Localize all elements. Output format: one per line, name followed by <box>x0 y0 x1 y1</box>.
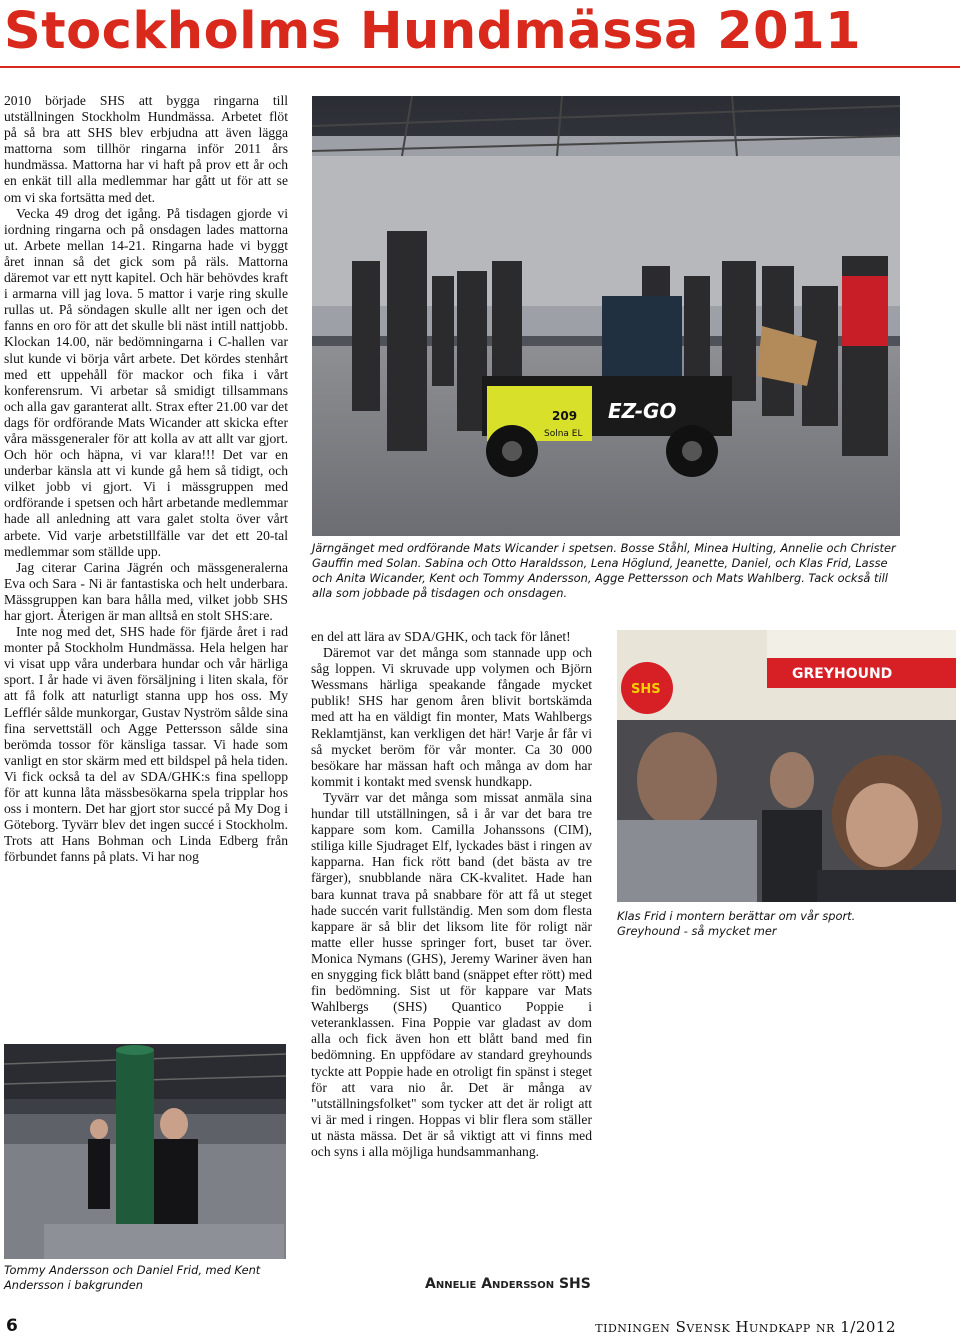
author-signature: Annelie Andersson SHS <box>425 1276 591 1292</box>
article-column-2 <box>311 629 592 1279</box>
paragraph-show-results: Tyvärr var det många som missat anmäla sina hundar till utställningen, så i år var det bara tre kappare som kom. Camilla Johanssons (CIM), stiliga kille Sjudraget Elf, lyckades bäst i ringen av kapparna. Han fick rött band (det bästa av tre färger), snubblande nära CK-kvalitet. Hade han bara kunnat trava på snabbare för att få ut steget hade succén varit fullständig. Men som dom flesta kappare är så blir det liksom lite för roligt när matte eller husse springer fort, buset tar över. Monica Nymans (GHS), Jeremy Wariner även han en snygging fick blått band (snäppet efter rött) med fin bedömning. Sist ut för kappare var Mats Wahlbergs (SHS) Quantico Poppie i veteranklassen. Fina Poppie var gladast av dom alla och fick även hon ett blått band med fin bedömning. En uppfödare av standard greyhounds tyckte att Poppie hade en otroligt fin spänst i steget för att vara nio år. Det är många av "utställningsfolket" som tycker att det är roligt att vi är med i ringen. Hoppas vi blir flera som ställer ut nästa mässa. Det är så viktigt att vi finns med och syns i alla möjliga hundsammanhang. <box>311 789 592 1159</box>
page-number: 6 <box>6 1316 18 1336</box>
mat-photo <box>4 1044 286 1259</box>
paragraph-booth: Inte nog med det, SHS hade för fjärde året i rad monter på Stockholm Hundmässa. Hela helgen har vi visat upp våra underbara hundar och vår härliga sport. I år hade vi även försäljning i liten skala, för att få folk att naturligt stanna upp hos oss. My Lefflér sålde munkorgar, Gustav Nyström sålde sina fina servettställ och Agge Pettersson sålde sina berömda tossor för känsliga tassar. Vi hade som vanligt en stor skärm med ett bildspel på hela tiden. Vi fick också ta del av SDA/GHK:s fina spellopp för att kunna låta mässbesökarna spela tripplar hos oss i montern. Det har gjort stor succé på My Dog i Göteborg. Tyvärr blev det ingen succé i Stockholm. Trots att Hans Bohman och Linda Edberg från förbundet fanns på plats. Vi har nog <box>4 624 288 865</box>
paragraph-intro: 2010 började SHS att bygga ringarna till utställningen Stockholm Hundmässa. Arbetet flöt på så bra att SHS blev erbjudna att även lägga mattorna som tillhör ringarna inför 2011 års hundmässa. Mattorna har vi haft på prov ett år och en enkät till alla medlemmar har gått ut för att se om vi ska fortsätta med det. <box>4 93 288 205</box>
footer-publication: tidningen Svensk Hundkapp nr 1/2012 <box>595 1318 896 1336</box>
caption-booth-photo: Klas Frid i montern berättar om vår sport. Greyhound - så mycket mer <box>617 909 856 938</box>
booth-photo-image <box>617 630 956 902</box>
booth-banner: GREYHOUND <box>792 666 893 682</box>
mat-photo-image <box>4 1044 286 1259</box>
cart-number: 209 <box>552 409 578 423</box>
booth-photo <box>617 630 956 902</box>
booth-logo: SHS <box>631 682 661 697</box>
caption-group-photo: Järngänget med ordförande Mats Wicander i spetsen. Bosse Ståhl, Minea Hulting, Annelie och Christer Gauffin med Solan. Sabina och Otto Haraldsson, Lena Höglund, Jeanette, Daniel, och Klas Frid, Lasse och Anita Wicander, Kent och Tommy Andersson, Agge Pettersson och Mats Wahlberg. Tack också till alla som jobbade på tisdagen och onsdagen. <box>312 541 896 600</box>
cart-brand: EZ-GO <box>608 399 677 423</box>
paragraph-quote: Jag citerar Carina Jägrén och mässgeneralerna Eva och Sara - Ni är fantastiska och helt underbara. Mässgruppen kan bara hålla med, vilket jobb SHS har gjort. Återigen är man alltså en stolt SHS:are. <box>4 559 288 623</box>
title-rule <box>0 66 960 68</box>
group-photo <box>312 96 900 536</box>
page-title: Stockholms Hundmässa 2011 <box>4 2 862 61</box>
caption-mat-photo: Tommy Andersson och Daniel Frid, med Kent Andersson i bakgrunden <box>4 1263 261 1292</box>
article-column-1 <box>4 93 288 1023</box>
paragraph-thanks: en del att lära av SDA/GHK, och tack för lånet! <box>311 629 571 644</box>
cart-label: Solna EL <box>544 429 583 439</box>
paragraph-audience: Däremot var det många som stannade upp och såg loppen. Vi skruvade upp volymen och Björn Wessmans härliga speakande fångade mycket publik! SHS har genom åren blivit bortskämda med att ha en väldigt fin monter, Mats Wahlbergs Reklamtjänst, kan verkligen det här! Varje år får vi så mycket beröm för vår monter. Ca 30 000 besökare har mässan haft och många av dom har kommit i kontakt med svensk hundkapp. <box>311 645 592 789</box>
paragraph-week49: Vecka 49 drog det igång. På tisdagen gjorde vi iordning ringarna och på onsdagen lades mattorna ut. Arbete mellan 14-21. Ringarna hade vi byggt året innan så det gick som på räls. Mattorna däremot var ett nytt kapitel. Och här behövdes kraft i armarna vill jag lova. 5 mattor i varje ring skulle rullas ut. På söndagen skulle allt ner igen och det fanns en oro för att det skulle bli näst intill nattjobb. Klockan 14.00, när bedömningarna i C-hallen var slut kunde vi börja vårt arbete. Det kördes stenhårt med ett uppehåll för mackor och fika i vårt konferensrum. Vi arbetar så smidigt tillsammans och alla gav garanterat allt. Strax efter 21.00 var det dags för ordförande Mats Wicander att skicka efter våra mässgeneraler för att kolla av att allt var gjort. Och hör och häpna, vi var klara!!! Det var en underbar känsla att vi kunde gå hem så tidigt, och vilket jobb vi gjort. Vi i mässgruppen med ordförande i spetsen och hårt arbetande medlemmar hade all anledning att vara galet stolta över vårt arbete. Vid varje arbetstillfälle var det ett 20-tal medlemmar som ställde upp. <box>4 205 288 559</box>
group-photo-image <box>312 96 900 536</box>
